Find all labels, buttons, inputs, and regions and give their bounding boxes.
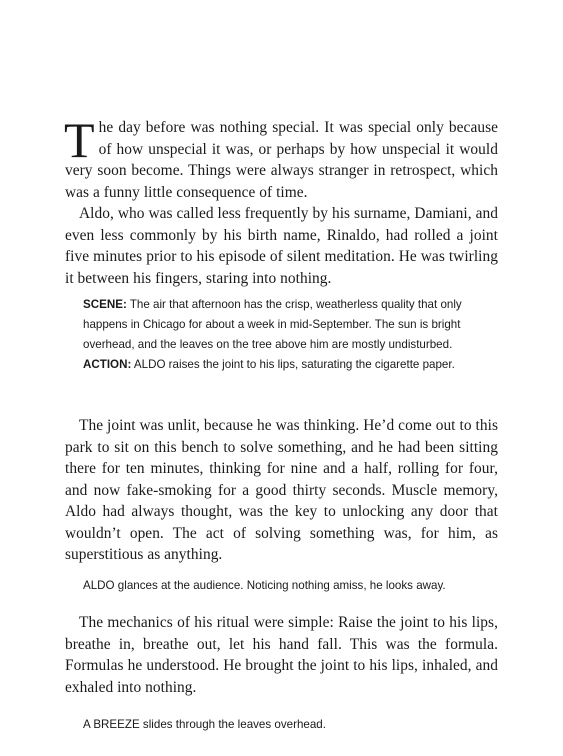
- prose-block-middle: [65, 415, 498, 566]
- action-label: ACTION:: [83, 358, 132, 371]
- drop-cap: T: [64, 112, 95, 168]
- unlit-joint-paragraph: The joint was unlit, because he was thinking. He’d come out to this park to sit on this bench to solve something, and he had been sitting there for ten minutes, thinking for nine and a half, rolling for four, and now fake-smoking for a good thirty seconds. Muscle memory, Aldo had always thought, was the key to unlocking any door that wouldn’t open. The act of solving something was, for him, as superstitious as anything.: [65, 417, 498, 563]
- action-direction: [83, 355, 497, 375]
- scene-direction: [83, 295, 497, 355]
- script-block-breeze: [83, 715, 497, 735]
- breeze-direction: A BREEZE slides through the leaves overhead.: [83, 718, 326, 731]
- glance-direction: ALDO glances at the audience. Noticing nothing amiss, he looks away.: [83, 579, 446, 592]
- opening-paragraph-text: he day before was nothing special. It was special only because of how unspecial it was, or perhaps by how unspecial it would very soon become. Things were always stranger in retrospect, which was a funny little consequence of time.: [65, 119, 498, 201]
- prose-block-ritual: [65, 612, 498, 698]
- opening-paragraph: [64, 112, 498, 203]
- action-text: ALDO raises the joint to his lips, saturating the cigarette paper.: [131, 358, 455, 371]
- script-block-scene: [83, 295, 497, 375]
- prose-block-opening: [64, 112, 498, 289]
- script-block-glance: [83, 576, 497, 596]
- ritual-paragraph: The mechanics of his ritual were simple: Raise the joint to his lips, breathe in, breathe out, let his hand fall. This was the formula. Formulas he understood. He brought the joint to his lips, inhaled, and exhaled into nothing.: [65, 614, 498, 696]
- aldo-introduction-paragraph: Aldo, who was called less frequently by his surname, Damiani, and even less commonly by his birth name, Rinaldo, had rolled a joint five minutes prior to his episode of silent meditation. He was twirling it between his fingers, staring into nothing.: [65, 205, 498, 287]
- scene-label: SCENE:: [83, 298, 127, 311]
- scene-text: The air that afternoon has the crisp, weatherless quality that only happens in Chicago for about a week in mid-September. The sun is bright overhead, and the leaves on the tree above him are mostly undisturbed.: [83, 298, 462, 351]
